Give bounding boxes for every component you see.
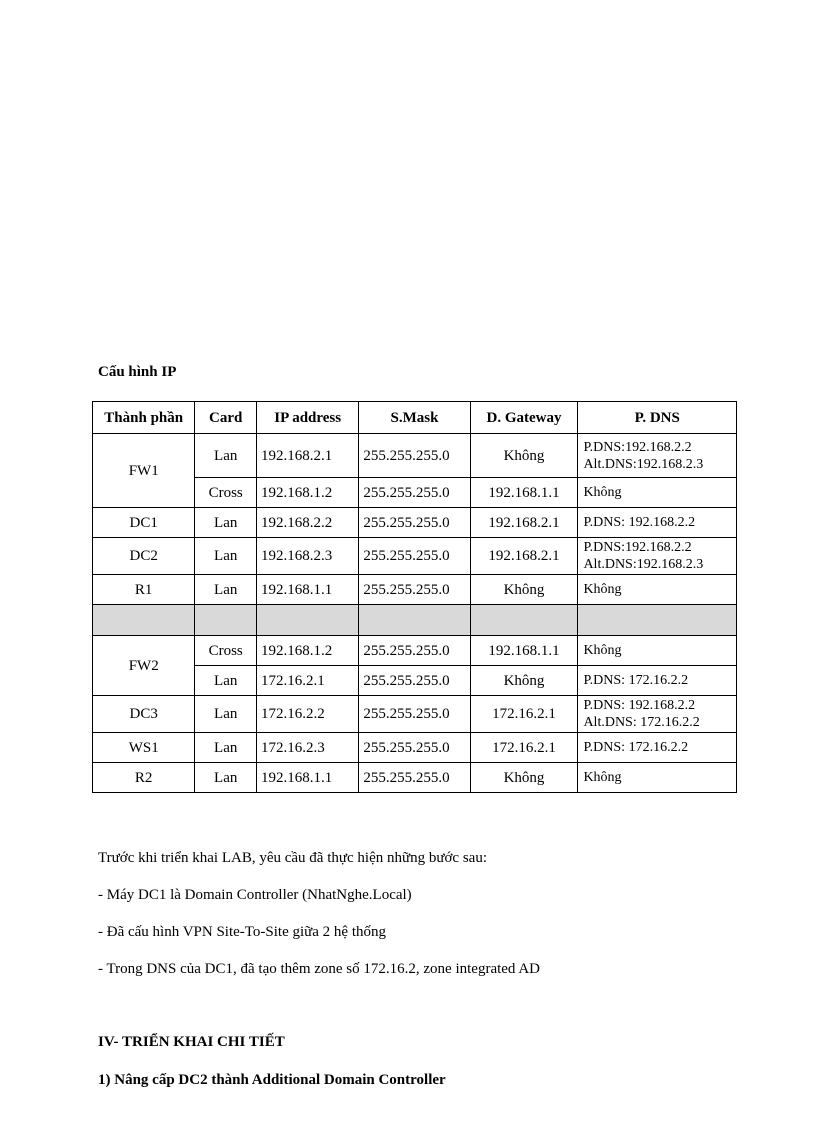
card-cell: Lan xyxy=(195,763,257,793)
dns-line: Alt.DNS:192.168.2.3 xyxy=(583,557,704,572)
dns-line: P.DNS:192.168.2.2 xyxy=(583,540,692,555)
mask-cell: 255.255.255.0 xyxy=(359,538,470,575)
dns-cell xyxy=(578,696,737,733)
card-cell: Cross xyxy=(195,636,257,666)
separator-row xyxy=(93,605,737,636)
gateway-cell: Không xyxy=(470,434,578,478)
mask-cell: 255.255.255.0 xyxy=(359,666,470,696)
mask-cell: 255.255.255.0 xyxy=(359,696,470,733)
section-title: IV- TRIỂN KHAI CHI TIẾT xyxy=(98,1034,285,1050)
dns-cell xyxy=(578,478,737,508)
card-cell: Lan xyxy=(195,575,257,605)
table-header-row xyxy=(93,402,737,434)
ip-cell: 192.168.2.3 xyxy=(257,538,359,575)
table-row xyxy=(93,508,737,538)
dns-cell xyxy=(578,508,737,538)
separator-cell xyxy=(93,605,195,636)
component-cell: R2 xyxy=(93,763,195,793)
ip-cell: 172.16.2.2 xyxy=(257,696,359,733)
card-cell: Cross xyxy=(195,478,257,508)
gateway-cell: Không xyxy=(470,763,578,793)
component-cell: DC3 xyxy=(93,696,195,733)
dns-line: Alt.DNS:192.168.2.3 xyxy=(583,456,704,472)
dns-cell xyxy=(578,763,737,793)
table-row xyxy=(93,538,737,575)
table-row xyxy=(93,733,737,763)
dns-cell xyxy=(578,538,737,575)
card-cell: Lan xyxy=(195,696,257,733)
component-cell: DC1 xyxy=(93,508,195,538)
component-cell: DC2 xyxy=(93,538,195,575)
gateway-cell: 192.168.1.1 xyxy=(470,636,578,666)
mask-cell: 255.255.255.0 xyxy=(359,763,470,793)
mask-cell: 255.255.255.0 xyxy=(359,434,470,478)
separator-cell xyxy=(257,605,359,636)
header-dns: P. DNS xyxy=(578,402,737,434)
card-cell: Lan xyxy=(195,666,257,696)
prereq-item-1: - Máy DC1 là Domain Controller (NhatNghe.Local) xyxy=(98,887,412,903)
gateway-cell: 192.168.2.1 xyxy=(470,538,578,575)
card-cell: Lan xyxy=(195,733,257,763)
ip-cell: 192.168.1.1 xyxy=(257,763,359,793)
gateway-cell: 172.16.2.1 xyxy=(470,696,578,733)
ip-cell: 192.168.1.1 xyxy=(257,575,359,605)
ip-cell: 172.16.2.3 xyxy=(257,733,359,763)
header-gateway: D. Gateway xyxy=(470,402,578,434)
header-subnet-mask: S.Mask xyxy=(359,402,470,434)
card-cell: Lan xyxy=(195,434,257,478)
ip-cell: 192.168.1.2 xyxy=(257,636,359,666)
dns-line: Alt.DNS: 172.16.2.2 xyxy=(583,715,700,730)
ip-cell: 172.16.2.1 xyxy=(257,666,359,696)
ip-config-table xyxy=(92,401,737,793)
separator-cell xyxy=(578,605,737,636)
mask-cell: 255.255.255.0 xyxy=(359,508,470,538)
prereq-intro: Trước khi triển khai LAB, yêu cầu đã thực hiện những bước sau: xyxy=(98,850,488,866)
dns-line: Không xyxy=(583,582,622,597)
mask-cell: 255.255.255.0 xyxy=(359,575,470,605)
card-cell: Lan xyxy=(195,538,257,575)
component-cell: FW1 xyxy=(93,434,195,508)
dns-line: P.DNS:192.168.2.2 xyxy=(583,439,692,455)
mask-cell: 255.255.255.0 xyxy=(359,636,470,666)
ip-cell: 192.168.2.1 xyxy=(257,434,359,478)
component-cell: WS1 xyxy=(93,733,195,763)
dns-line: P.DNS: 172.16.2.2 xyxy=(583,740,689,755)
dns-cell xyxy=(578,434,737,478)
component-cell: R1 xyxy=(93,575,195,605)
dns-line: P.DNS: 172.16.2.2 xyxy=(583,673,689,688)
dns-line: Không xyxy=(583,485,622,500)
dns-line: P.DNS: 192.168.2.2 xyxy=(583,698,696,713)
header-ip-address: IP address xyxy=(257,402,359,434)
ip-cell: 192.168.1.2 xyxy=(257,478,359,508)
dns-cell xyxy=(578,733,737,763)
table-row xyxy=(93,636,737,666)
gateway-cell: Không xyxy=(470,575,578,605)
gateway-cell: 192.168.1.1 xyxy=(470,478,578,508)
gateway-cell: Không xyxy=(470,666,578,696)
dns-cell xyxy=(578,636,737,666)
prereq-item-2: - Đã cấu hình VPN Site-To-Site giữa 2 hệ thống xyxy=(98,924,387,940)
mask-cell: 255.255.255.0 xyxy=(359,733,470,763)
card-cell: Lan xyxy=(195,508,257,538)
separator-cell xyxy=(470,605,578,636)
table-row xyxy=(93,575,737,605)
dns-line: Không xyxy=(583,770,622,785)
dns-cell xyxy=(578,575,737,605)
gateway-cell: 172.16.2.1 xyxy=(470,733,578,763)
dns-line: Không xyxy=(583,643,622,658)
separator-cell xyxy=(359,605,470,636)
component-cell: FW2 xyxy=(93,636,195,696)
table-row xyxy=(93,696,737,733)
section-subtitle: 1) Nâng cấp DC2 thành Additional Domain Controller xyxy=(98,1072,446,1088)
gateway-cell: 192.168.2.1 xyxy=(470,508,578,538)
header-component: Thành phần xyxy=(93,402,195,434)
prereq-item-3: - Trong DNS của DC1, đã tạo thêm zone số 172.16.2, zone integrated AD xyxy=(98,961,541,977)
header-card: Card xyxy=(195,402,257,434)
table-row xyxy=(93,763,737,793)
mask-cell: 255.255.255.0 xyxy=(359,478,470,508)
ip-config-heading: Cấu hình IP xyxy=(98,364,177,380)
table-row xyxy=(93,434,737,478)
dns-line: P.DNS: 192.168.2.2 xyxy=(583,515,696,530)
ip-cell: 192.168.2.2 xyxy=(257,508,359,538)
dns-cell xyxy=(578,666,737,696)
separator-cell xyxy=(195,605,257,636)
